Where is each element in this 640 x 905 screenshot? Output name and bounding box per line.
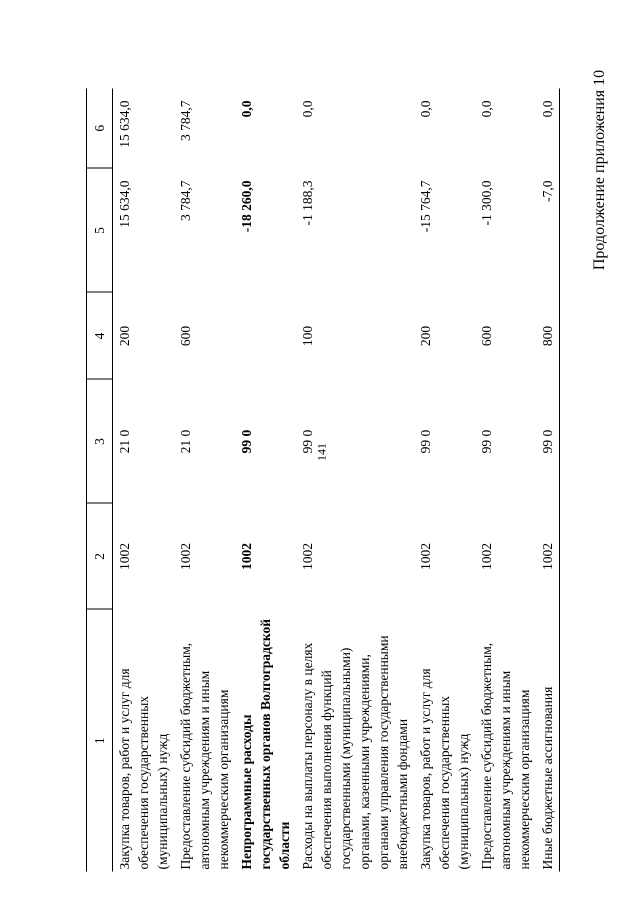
table-row bbox=[235, 89, 296, 872]
table-row bbox=[174, 89, 235, 872]
cell-change: -7,0 bbox=[536, 169, 560, 293]
cell-total: 15 634,0 bbox=[117, 100, 132, 148]
row-name: Предоставление субсидий бюджетным, автономным учреждениям и иным некоммерческим организациям bbox=[479, 642, 532, 870]
cell-program: 99 0 bbox=[536, 380, 560, 504]
cell-section: 1002 bbox=[536, 504, 560, 610]
cell-program: 99 0 bbox=[479, 429, 494, 454]
row-name: Расходы на выплаты персоналу в целях обеспечения выполнения функций государственными (муниципальными) органами, казенными учреждениями, органами управления государственными внебюджетными фондами bbox=[300, 635, 410, 870]
cell-expense-type: 600 bbox=[479, 325, 494, 347]
column-header-6: 6 bbox=[87, 89, 113, 169]
cell-section: 1002 bbox=[239, 543, 254, 570]
cell-expense-type bbox=[235, 293, 296, 380]
column-header-4: 4 bbox=[87, 293, 113, 380]
cell-total: 0,0 bbox=[239, 100, 254, 118]
row-name: Иные бюджетные ассигнования bbox=[536, 610, 560, 872]
cell-section: 1002 bbox=[300, 543, 315, 570]
cell-program: 99 0 bbox=[418, 429, 433, 454]
cell-program: 21 0 bbox=[178, 429, 193, 454]
table-row bbox=[536, 89, 560, 872]
cell-total: 0,0 bbox=[300, 100, 315, 118]
cell-change: -1 300,0 bbox=[479, 180, 494, 226]
column-header-3: 3 bbox=[87, 380, 113, 504]
cell-change: -1 188,3 bbox=[300, 180, 315, 226]
row-name: Предоставление субсидий бюджетным, автономным учреждениям и иным некоммерческим организациям bbox=[178, 642, 231, 870]
row-name: Непрограммные расходы государственных органов Волгоградской области bbox=[239, 618, 292, 870]
table-row bbox=[296, 89, 414, 872]
cell-expense-type: 600 bbox=[178, 325, 193, 347]
row-name: Закупка товаров, работ и услуг для обеспечения государственных (муниципальных) нужд bbox=[418, 668, 471, 870]
cell-expense-type: 200 bbox=[117, 325, 132, 347]
cell-program: 99 0 bbox=[300, 429, 315, 454]
continuation-caption: Продолжение приложения 10 bbox=[591, 69, 608, 271]
cell-section: 1002 bbox=[479, 543, 494, 570]
column-header-2: 2 bbox=[87, 504, 113, 610]
cell-program: 99 0 bbox=[239, 429, 254, 454]
cell-total: 0,0 bbox=[479, 100, 494, 118]
page-number: 141 bbox=[314, 443, 329, 461]
cell-expense-type: 200 bbox=[418, 325, 433, 347]
cell-section: 1002 bbox=[117, 543, 132, 570]
budget-table-container bbox=[86, 89, 594, 872]
cell-section: 1002 bbox=[178, 543, 193, 570]
budget-table bbox=[86, 89, 560, 872]
column-header-1: 1 bbox=[87, 610, 113, 872]
cell-change: -18 260,0 bbox=[239, 180, 254, 233]
table-row bbox=[475, 89, 536, 872]
table-header-row bbox=[87, 89, 113, 872]
row-name: Закупка товаров, работ и услуг для обеспечения государственных (муниципальных) нужд bbox=[117, 668, 170, 870]
cell-program: 21 0 bbox=[117, 429, 132, 454]
cell-change: -15 764,7 bbox=[418, 180, 433, 233]
cell-change: 3 784,7 bbox=[178, 180, 193, 221]
cell-expense-type: 100 bbox=[300, 325, 315, 347]
table-row bbox=[414, 89, 475, 872]
cell-expense-type: 800 bbox=[536, 293, 560, 380]
cell-total: 0,0 bbox=[418, 100, 433, 118]
column-header-5: 5 bbox=[87, 169, 113, 293]
table-row bbox=[113, 89, 175, 872]
cell-section: 1002 bbox=[418, 543, 433, 570]
cell-total: 3 784,7 bbox=[178, 100, 193, 141]
cell-change: 15 634,0 bbox=[117, 180, 132, 228]
cell-total: 0,0 bbox=[536, 89, 560, 169]
